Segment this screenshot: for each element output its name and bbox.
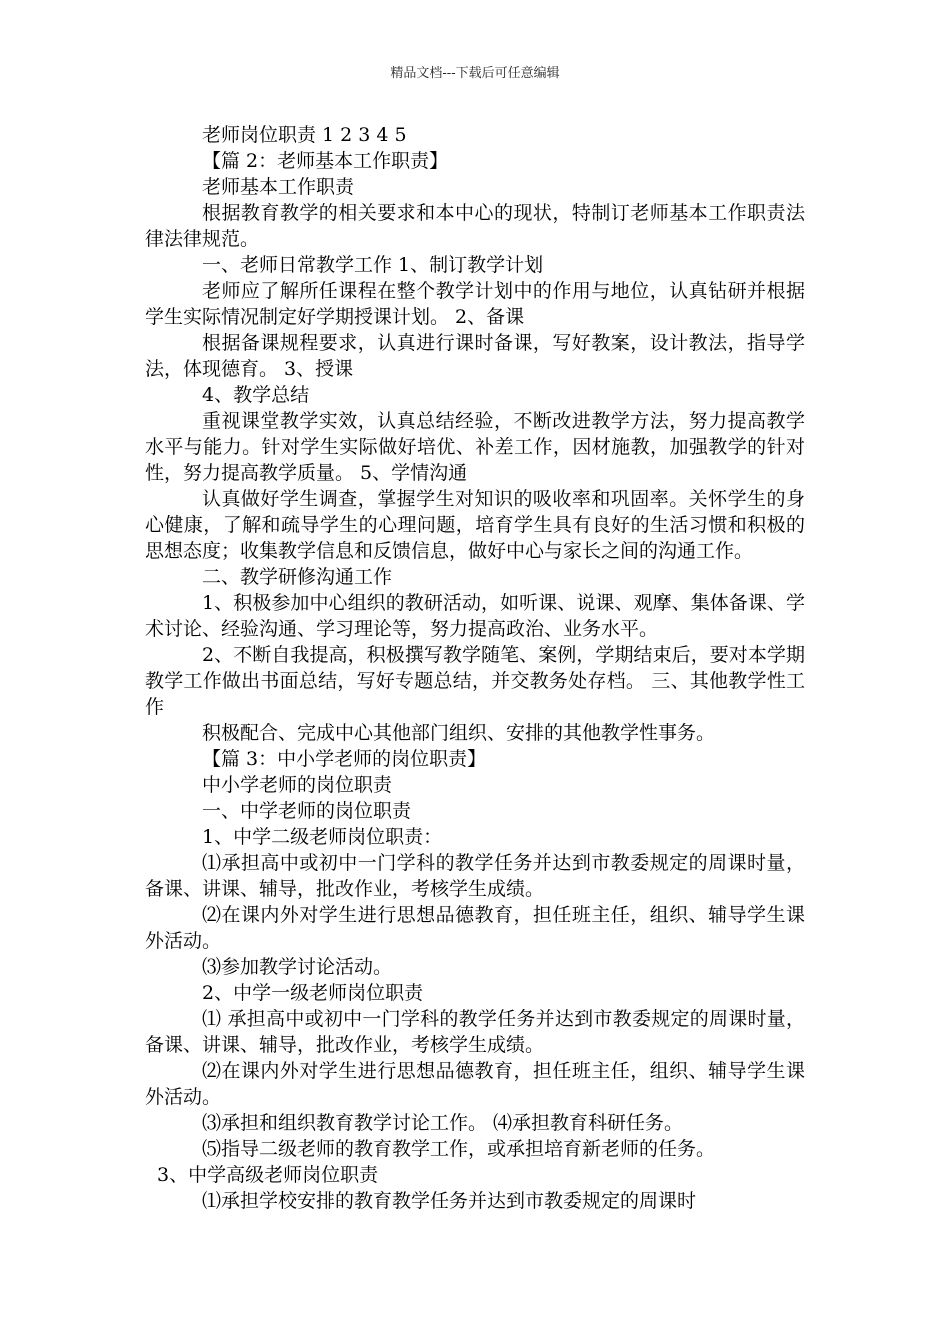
paragraph-section-3-title: 【篇 3：中小学老师的岗位职责】	[202, 748, 487, 770]
paragraph: 一、老师日常教学工作 1、制订教学计划	[202, 254, 544, 276]
paragraph: ⑴承担高中或初中一门学科的教学任务并达到市教委规定的周课时量，备课、讲课、辅导，批改作业，考核学生成绩。	[145, 852, 805, 900]
paragraph: 中小学老师的岗位职责	[202, 774, 393, 796]
paragraph: 认真做好学生调查，掌握学生对知识的吸收率和巩固率。关怀学生的身心健康，了解和疏导学生的心理问题，培育学生具有良好的生活习惯和积极的思想态度；收集教学信息和反馈信息，做好中心与家长之间的沟通工作。	[145, 488, 805, 562]
paragraph: 根据备课规程要求，认真进行课时备课，写好教案，设计教法，指导学法，体现德育。 3、授课	[145, 332, 805, 380]
paragraph: 3、中学高级老师岗位职责	[157, 1164, 379, 1186]
paragraph: 老师基本工作职责	[202, 176, 355, 198]
paragraph: ⑵在课内外对学生进行思想品德教育，担任班主任，组织、辅导学生课外活动。	[145, 1060, 805, 1108]
paragraph: 2、不断自我提高，积极撰写教学随笔、案例，学期结束后，要对本学期教学工作做出书面总结，写好专题总结，并交教务处存档。 三、其他教学性工作	[145, 644, 805, 718]
paragraph: 老师应了解所任课程在整个教学计划中的作用与地位，认真钻研并根据学生实际情况制定好学期授课计划。 2、备课	[145, 280, 805, 328]
paragraph: ⑴承担学校安排的教育教学任务并达到市教委规定的周课时	[202, 1190, 697, 1212]
paragraph: 1、中学二级老师岗位职责：	[202, 826, 443, 848]
paragraph: 积极配合、完成中心其他部门组织、安排的其他教学性事务。	[202, 722, 716, 744]
document-body	[145, 122, 805, 1214]
paragraph: 1、积极参加中心组织的教研活动，如听课、说课、观摩、集体备课、学术讨论、经验沟通、学习理论等，努力提高政治、业务水平。	[145, 592, 805, 640]
paragraph: ⑶承担和组织教育教学讨论工作。 ⑷承担教育科研任务。	[202, 1112, 684, 1134]
paragraph: 根据教育教学的相关要求和本中心的现状，特制订老师基本工作职责法律法律规范。	[145, 202, 805, 250]
paragraph: ⑶参加教学讨论活动。	[202, 956, 393, 978]
paragraph-section-2-title: 【篇 2：老师基本工作职责】	[202, 150, 449, 172]
paragraph-doc-title: 老师岗位职责 1 2 3 4 5	[202, 124, 407, 146]
page-header: 精品文档---下载后可任意编辑	[390, 66, 560, 81]
paragraph: ⑸指导二级老师的教育教学工作，或承担培育新老师的任务。	[202, 1138, 716, 1160]
paragraph: 重视课堂教学实效，认真总结经验，不断改进教学方法，努力提高教学水平与能力。针对学生实际做好培优、补差工作，因材施教，加强教学的针对性，努力提高教学质量。 5、学情沟通	[145, 410, 805, 484]
paragraph: ⑴ 承担高中或初中一门学科的教学任务并达到市教委规定的周课时量，备课、讲课、辅导，批改作业，考核学生成绩。	[145, 1008, 805, 1056]
paragraph: 2、中学一级老师岗位职责	[202, 982, 424, 1004]
paragraph: 二、教学研修沟通工作	[202, 566, 393, 588]
paragraph: ⑵在课内外对学生进行思想品德教育，担任班主任，组织、辅导学生课外活动。	[145, 904, 805, 952]
paragraph: 4、教学总结	[202, 384, 310, 406]
paragraph: 一、中学老师的岗位职责	[202, 800, 412, 822]
